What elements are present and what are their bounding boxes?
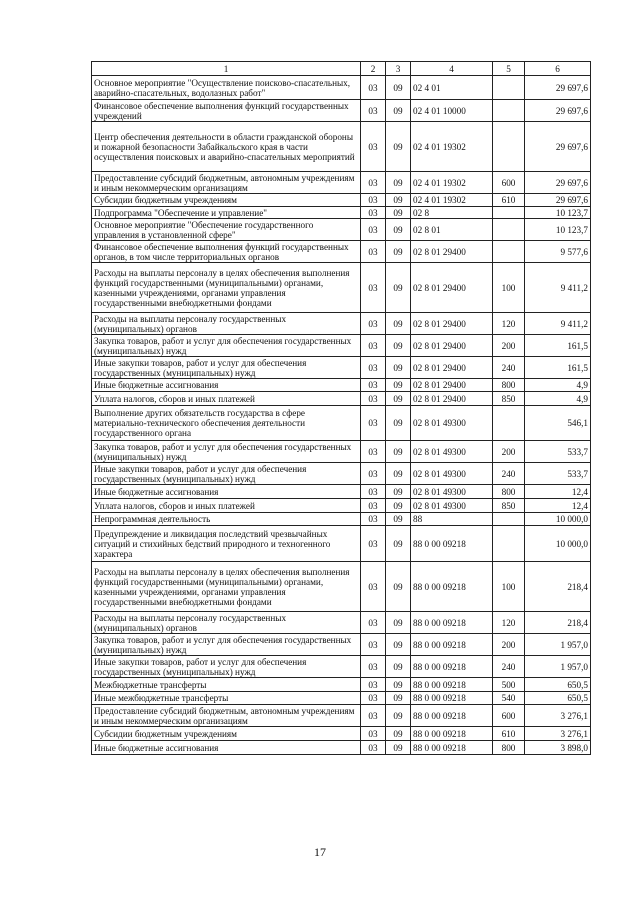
row-vr-code: 610	[493, 194, 525, 207]
row-vr-code: 100	[493, 562, 525, 612]
row-vr-code: 120	[493, 313, 525, 335]
table-row	[92, 122, 591, 172]
table-row	[92, 100, 591, 122]
row-amount: 29 697,6	[525, 122, 591, 172]
row-amount: 218,4	[525, 562, 591, 612]
row-gr-code: 03	[361, 263, 386, 313]
table-row	[92, 194, 591, 207]
row-csr-code: 02 4 01 19302	[411, 172, 493, 194]
row-pr-code: 09	[386, 219, 411, 241]
row-pr-code: 09	[386, 634, 411, 656]
table-row	[92, 692, 591, 705]
row-gr-code: 03	[361, 485, 386, 499]
row-amount: 12,4	[525, 499, 591, 513]
row-gr-code: 03	[361, 562, 386, 612]
row-name: Основное мероприятие "Обеспечение государственного управления в установленной сфере"	[92, 219, 361, 241]
row-gr-code: 03	[361, 463, 386, 485]
row-amount: 12,4	[525, 485, 591, 499]
row-pr-code: 09	[386, 727, 411, 741]
row-pr-code: 09	[386, 656, 411, 678]
table-row	[92, 485, 591, 499]
row-csr-code: 02 4 01	[411, 76, 493, 100]
row-vr-code: 500	[493, 678, 525, 692]
row-vr-code	[493, 122, 525, 172]
row-pr-code: 09	[386, 263, 411, 313]
table-row	[92, 172, 591, 194]
table-row	[92, 513, 591, 526]
table-row	[92, 241, 591, 263]
row-csr-code: 88 0 00 09218	[411, 634, 493, 656]
table-row	[92, 705, 591, 727]
row-gr-code: 03	[361, 513, 386, 526]
row-csr-code: 88 0 00 09218	[411, 656, 493, 678]
row-csr-code: 88 0 00 09218	[411, 526, 493, 562]
row-pr-code: 09	[386, 172, 411, 194]
row-csr-code: 88 0 00 09218	[411, 612, 493, 634]
row-name: Уплата налогов, сборов и иных платежей	[92, 499, 361, 513]
row-pr-code: 09	[386, 406, 411, 441]
row-csr-code: 02 8 01 49300	[411, 441, 493, 463]
row-amount: 4,9	[525, 379, 591, 392]
row-gr-code: 03	[361, 441, 386, 463]
row-gr-code: 03	[361, 241, 386, 263]
row-pr-code: 09	[386, 194, 411, 207]
row-csr-code: 02 8 01 49300	[411, 463, 493, 485]
row-csr-code: 88 0 00 09218	[411, 705, 493, 727]
row-gr-code: 03	[361, 194, 386, 207]
row-amount: 10 123,7	[525, 207, 591, 219]
row-name: Финансовое обеспечение выполнения функций государственных учреждений	[92, 100, 361, 122]
row-pr-code: 09	[386, 513, 411, 526]
row-amount: 4,9	[525, 392, 591, 406]
row-pr-code: 09	[386, 485, 411, 499]
table-row	[92, 76, 591, 100]
row-vr-code	[493, 76, 525, 100]
table-row	[92, 219, 591, 241]
row-vr-code	[493, 219, 525, 241]
row-vr-code: 800	[493, 741, 525, 755]
row-gr-code: 03	[361, 678, 386, 692]
row-pr-code: 09	[386, 335, 411, 357]
row-name: Центр обеспечения деятельности в области гражданской обороны и пожарной безопасности Забайкальского края в части осуществления поисковых и аварийно-спасательных мероприятий	[92, 122, 361, 172]
row-csr-code: 88 0 00 09218	[411, 692, 493, 705]
row-csr-code: 02 8 01 29400	[411, 263, 493, 313]
row-amount: 3 276,1	[525, 705, 591, 727]
row-amount: 29 697,6	[525, 194, 591, 207]
row-name: Расходы на выплаты персоналу государственных (муниципальных) органов	[92, 612, 361, 634]
table-row	[92, 741, 591, 755]
row-gr-code: 03	[361, 357, 386, 379]
table-row	[92, 313, 591, 335]
row-gr-code: 03	[361, 76, 386, 100]
row-amount: 161,5	[525, 357, 591, 379]
row-name: Предоставление субсидий бюджетным, автономным учреждениям и иным некоммерческим организациям	[92, 705, 361, 727]
table-row	[92, 678, 591, 692]
row-pr-code: 09	[386, 241, 411, 263]
row-name: Иные бюджетные ассигнования	[92, 379, 361, 392]
row-csr-code: 02 8 01 29400	[411, 313, 493, 335]
row-name: Расходы на выплаты персоналу государственных (муниципальных) органов	[92, 313, 361, 335]
row-amount: 9 577,6	[525, 241, 591, 263]
row-vr-code: 600	[493, 705, 525, 727]
row-amount: 650,5	[525, 678, 591, 692]
row-vr-code: 100	[493, 263, 525, 313]
row-pr-code: 09	[386, 705, 411, 727]
row-vr-code: 120	[493, 612, 525, 634]
row-csr-code: 02 4 01 19302	[411, 122, 493, 172]
row-amount: 29 697,6	[525, 100, 591, 122]
row-name: Предоставление субсидий бюджетным, автономным учреждениям и иным некоммерческим организациям	[92, 172, 361, 194]
row-gr-code: 03	[361, 392, 386, 406]
row-name: Иные межбюджетные трансферты	[92, 692, 361, 705]
row-vr-code: 200	[493, 441, 525, 463]
row-pr-code: 09	[386, 562, 411, 612]
column-header-4: 4	[411, 62, 493, 76]
table-row	[92, 263, 591, 313]
table-row	[92, 634, 591, 656]
row-name: Иные бюджетные ассигнования	[92, 741, 361, 755]
table-row	[92, 406, 591, 441]
row-vr-code	[493, 406, 525, 441]
row-name: Межбюджетные трансферты	[92, 678, 361, 692]
table-row	[92, 379, 591, 392]
row-amount: 29 697,6	[525, 172, 591, 194]
row-gr-code: 03	[361, 727, 386, 741]
row-vr-code: 800	[493, 379, 525, 392]
row-gr-code: 03	[361, 379, 386, 392]
row-gr-code: 03	[361, 741, 386, 755]
row-vr-code	[493, 513, 525, 526]
row-vr-code: 610	[493, 727, 525, 741]
row-gr-code: 03	[361, 335, 386, 357]
row-csr-code: 88 0 00 09218	[411, 741, 493, 755]
row-gr-code: 03	[361, 172, 386, 194]
row-name: Расходы на выплаты персоналу в целях обеспечения выполнения функций государственными (муниципальными) органами, казенными учреждениями, органами управления государственными внебюджетными фондами	[92, 562, 361, 612]
row-gr-code: 03	[361, 499, 386, 513]
row-amount: 29 697,6	[525, 76, 591, 100]
row-name: Выполнение других обязательств государства в сфере материально-технического обеспечения деятельности государственного органа	[92, 406, 361, 441]
table-row	[92, 526, 591, 562]
row-csr-code: 02 8 01 29400	[411, 241, 493, 263]
row-name: Закупка товаров, работ и услуг для обеспечения государственных (муниципальных) нужд	[92, 634, 361, 656]
row-amount: 10 000,0	[525, 526, 591, 562]
table-row	[92, 392, 591, 406]
table-row	[92, 207, 591, 219]
row-gr-code: 03	[361, 612, 386, 634]
row-gr-code: 03	[361, 634, 386, 656]
table-row	[92, 441, 591, 463]
row-pr-code: 09	[386, 357, 411, 379]
row-vr-code: 600	[493, 172, 525, 194]
column-header-3: 3	[386, 62, 411, 76]
row-pr-code: 09	[386, 207, 411, 219]
row-gr-code: 03	[361, 406, 386, 441]
row-gr-code: 03	[361, 692, 386, 705]
row-name: Иные закупки товаров, работ и услуг для обеспечения государственных (муниципальных) нужд	[92, 357, 361, 379]
row-gr-code: 03	[361, 313, 386, 335]
row-gr-code: 03	[361, 122, 386, 172]
row-pr-code: 09	[386, 612, 411, 634]
row-csr-code: 02 8 01 29400	[411, 357, 493, 379]
row-vr-code	[493, 100, 525, 122]
row-vr-code	[493, 526, 525, 562]
row-gr-code: 03	[361, 100, 386, 122]
row-csr-code: 02 8 01 29400	[411, 379, 493, 392]
row-vr-code: 240	[493, 463, 525, 485]
row-amount: 3 276,1	[525, 727, 591, 741]
row-gr-code: 03	[361, 526, 386, 562]
table-row	[92, 335, 591, 357]
row-gr-code: 03	[361, 219, 386, 241]
row-vr-code: 200	[493, 335, 525, 357]
row-pr-code: 09	[386, 76, 411, 100]
row-amount: 1 957,0	[525, 634, 591, 656]
row-csr-code: 02 8	[411, 207, 493, 219]
row-amount: 546,1	[525, 406, 591, 441]
row-vr-code: 540	[493, 692, 525, 705]
row-pr-code: 09	[386, 379, 411, 392]
row-csr-code: 02 8 01 29400	[411, 335, 493, 357]
row-name: Иные закупки товаров, работ и услуг для обеспечения государственных (муниципальных) нужд	[92, 656, 361, 678]
page-number: 17	[314, 845, 326, 859]
row-csr-code: 88 0 00 09218	[411, 562, 493, 612]
row-amount: 218,4	[525, 612, 591, 634]
row-name: Предупреждение и ликвидация последствий чрезвычайных ситуаций и стихийных бедствий природного и техногенного характера	[92, 526, 361, 562]
row-vr-code	[493, 241, 525, 263]
row-vr-code: 850	[493, 499, 525, 513]
row-name: Непрограммная деятельность	[92, 513, 361, 526]
budget-table	[91, 61, 591, 755]
row-amount: 9 411,2	[525, 313, 591, 335]
row-pr-code: 09	[386, 313, 411, 335]
row-amount: 1 957,0	[525, 656, 591, 678]
row-name: Закупка товаров, работ и услуг для обеспечения государственных (муниципальных) нужд	[92, 335, 361, 357]
table-row	[92, 499, 591, 513]
row-name: Подпрограмма "Обеспечение и управление"	[92, 207, 361, 219]
row-csr-code: 88 0 00 09218	[411, 727, 493, 741]
row-amount: 161,5	[525, 335, 591, 357]
table-row	[92, 612, 591, 634]
row-pr-code: 09	[386, 526, 411, 562]
table-header	[92, 62, 591, 76]
row-name: Уплата налогов, сборов и иных платежей	[92, 392, 361, 406]
row-name: Основное мероприятие "Осуществление поисково-спасательных, аварийно-спасательных, водолазных работ"	[92, 76, 361, 100]
row-csr-code: 02 8 01 49300	[411, 406, 493, 441]
row-amount: 10 123,7	[525, 219, 591, 241]
row-amount: 9 411,2	[525, 263, 591, 313]
table-row	[92, 656, 591, 678]
row-vr-code: 240	[493, 357, 525, 379]
column-header-1: 1	[92, 62, 361, 76]
row-vr-code: 850	[493, 392, 525, 406]
table-body	[92, 76, 591, 755]
row-gr-code: 03	[361, 705, 386, 727]
row-vr-code: 800	[493, 485, 525, 499]
row-pr-code: 09	[386, 463, 411, 485]
row-vr-code: 200	[493, 634, 525, 656]
row-name: Финансовое обеспечение выполнения функций государственных органов, в том числе территориальных органов	[92, 241, 361, 263]
row-amount: 3 898,0	[525, 741, 591, 755]
table-row	[92, 562, 591, 612]
row-name: Субсидии бюджетным учреждениям	[92, 727, 361, 741]
table-row	[92, 727, 591, 741]
row-gr-code: 03	[361, 656, 386, 678]
row-csr-code: 02 8 01 49300	[411, 499, 493, 513]
row-gr-code: 03	[361, 207, 386, 219]
row-pr-code: 09	[386, 499, 411, 513]
row-amount: 10 000,0	[525, 513, 591, 526]
row-csr-code: 02 8 01 29400	[411, 392, 493, 406]
row-pr-code: 09	[386, 692, 411, 705]
row-amount: 533,7	[525, 463, 591, 485]
row-csr-code: 02 4 01 10000	[411, 100, 493, 122]
row-amount: 650,5	[525, 692, 591, 705]
row-pr-code: 09	[386, 100, 411, 122]
row-name: Закупка товаров, работ и услуг для обеспечения государственных (муниципальных) нужд	[92, 441, 361, 463]
row-pr-code: 09	[386, 392, 411, 406]
row-pr-code: 09	[386, 122, 411, 172]
column-header-6: 6	[525, 62, 591, 76]
row-vr-code	[493, 207, 525, 219]
row-name: Субсидии бюджетным учреждениям	[92, 194, 361, 207]
column-header-2: 2	[361, 62, 386, 76]
row-csr-code: 02 4 01 19302	[411, 194, 493, 207]
row-name: Расходы на выплаты персоналу в целях обеспечения выполнения функций государственными (муниципальными) органами, казенными учреждениями, органами управления государственными внебюджетными фондами	[92, 263, 361, 313]
row-pr-code: 09	[386, 678, 411, 692]
row-csr-code: 02 8 01 49300	[411, 485, 493, 499]
table-row	[92, 357, 591, 379]
header-row	[92, 62, 591, 76]
row-vr-code: 240	[493, 656, 525, 678]
row-pr-code: 09	[386, 441, 411, 463]
row-csr-code: 88 0 00 09218	[411, 678, 493, 692]
row-pr-code: 09	[386, 741, 411, 755]
table-row	[92, 463, 591, 485]
row-csr-code: 02 8 01	[411, 219, 493, 241]
row-name: Иные бюджетные ассигнования	[92, 485, 361, 499]
row-csr-code: 88	[411, 513, 493, 526]
column-header-5: 5	[493, 62, 525, 76]
row-name: Иные закупки товаров, работ и услуг для обеспечения государственных (муниципальных) нужд	[92, 463, 361, 485]
row-amount: 533,7	[525, 441, 591, 463]
